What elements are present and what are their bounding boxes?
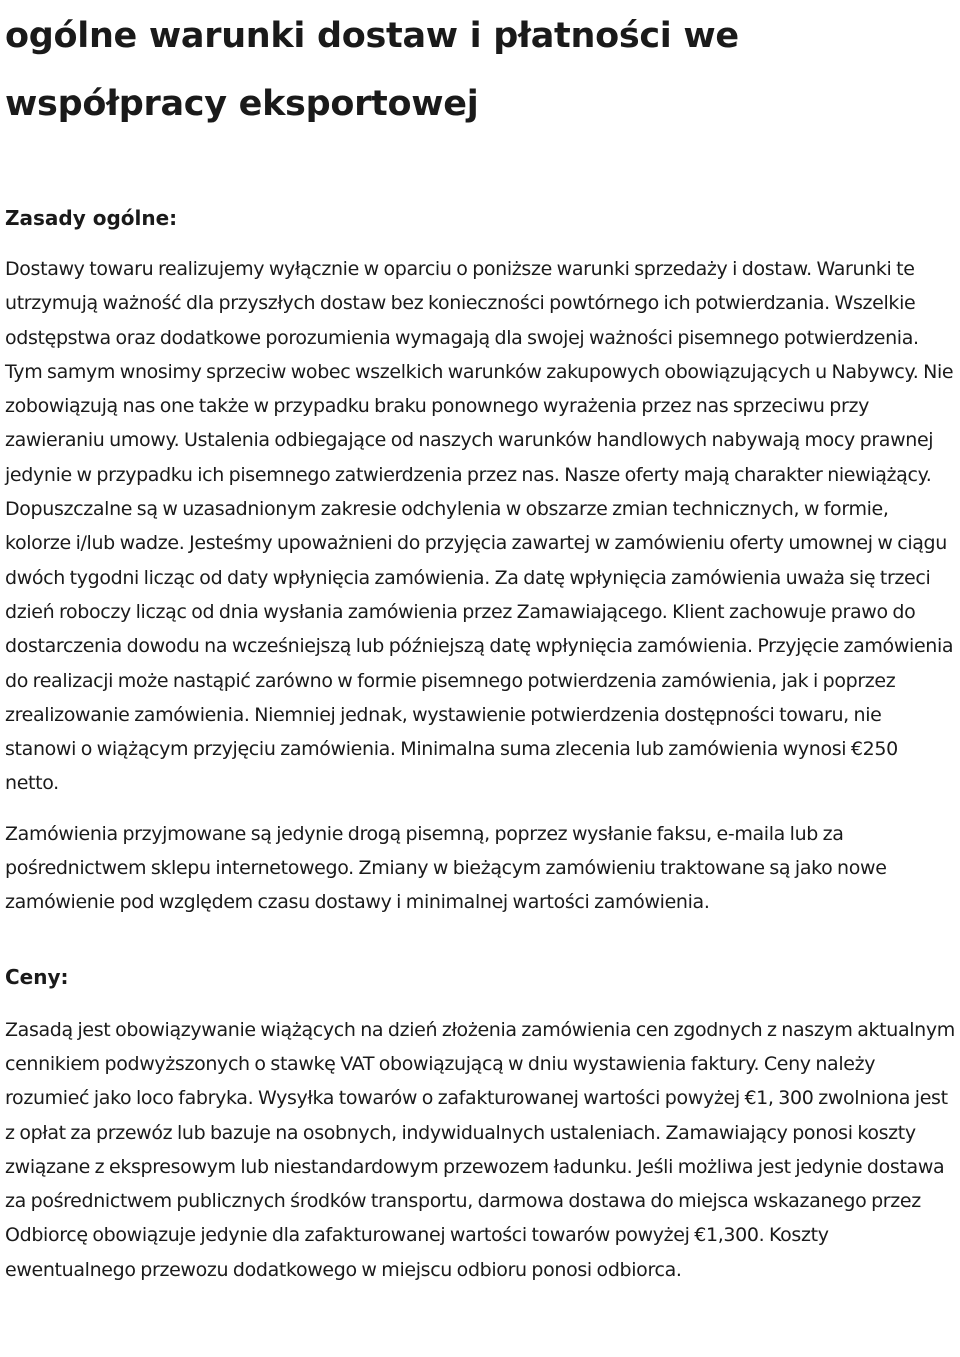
paragraph-general-terms-1: Dostawy towaru realizujemy wyłącznie w oparciu o poniższe warunki sprzedaży i dostaw. Warunki te utrzymują ważność dla przyszłych dostaw bez konieczności powtórnego ich potwierdzania. Wszelkie odstępstwa oraz dodatkowe porozumienia wymagają dla swojej ważności pisemnego potwierdzenia. Tym samym wnosimy sprzeciw wobec wszelkich warunków zakupowych obowiązujących u Nabywcy. Nie zobowiązują nas one także w przypadku braku ponownego wyrażenia przez nas sprzeciwu przy zawieraniu umowy. Ustalenia odbiegające od naszych warunków handlowych nabywają mocy prawnej jedynie w przypadku ich pisemnego zatwierdzenia przez nas. Nasze oferty mają charakter niewiążący. Dopuszczalne są w uzasadnionym zakresie odchylenia w obszarze zmian technicznych, w formie, kolorze i/lub wadze. Jesteśmy upoważnieni do przyjęcia zawartej w zamówieniu oferty umownej w ciągu dwóch tygodni licząc od daty wpłynięcia zamówienia. Za datę wpłynięcia zamówienia uważa się trzeci dzień roboczy licząc od dnia wysłania zamówienia przez Zamawiającego. Klient zachowuje prawo do dostarczenia dowodu na wcześniejszą lub późniejszą datę wpłynięcia zamówienia. Przyjęcie zamówienia do realizacji może nastąpić zarówno w formie pisemnego potwierdzenia zamówienia, jak i poprzez zrealizowanie zamówienia. Niemniej jednak, wystawienie potwierdzenia dostępności towaru, nie stanowi o wiążącym przyjęciu zamówienia. Minimalna suma zlecenia lub zamówienia wynosi €250 netto. [5,258,954,795]
section-heading-prices: Ceny: [5,964,69,989]
paragraph-prices-1: Zasadą jest obowiązywanie wiążących na dzień złożenia zamówienia cen zgodnych z naszym aktualnym cennikiem podwyższonych o stawkę VAT obowiązującą w dniu wystawienia faktury. Ceny należy rozumieć jako loco fabryka. Wysyłka towarów o zafakturowanej wartości powyżej €1, 300 zwolniona jest z opłat za przewóz lub bazuje na osobnych, indywidualnych ustaleniach. Zamawiający ponosi koszty związane z ekspresowym lub niestandardowym przewozem ładunku. Jeśli możliwa jest jedynie dostawa za pośrednictwem publicznych środków transportu, darmowa dostawa do miejsca wskazanego przez Odbiorcę obowiązuje jedynie dla zafakturowanej wartości towarów powyżej €1,300. Koszty ewentualnego przewozu dodatkowego w miejscu odbioru ponosi odbiorca. [5,1018,955,1281]
document-title: ogólne warunki dostaw i płatności we współpracy eksportowej [5,16,739,124]
document-page [5,0,955,1287]
section-heading-general-terms: Zasady ogólne: [5,206,178,230]
paragraph-general-terms-2: Zamówienia przyjmowane są jedynie drogą pisemną, poprzez wysłanie faksu, e-maila lub za pośrednictwem sklepu internetowego. Zmiany w bieżącym zamówieniu traktowane są jako nowe zamówienie pod względem czasu dostawy i minimalnej wartości zamówienia. [5,822,887,914]
